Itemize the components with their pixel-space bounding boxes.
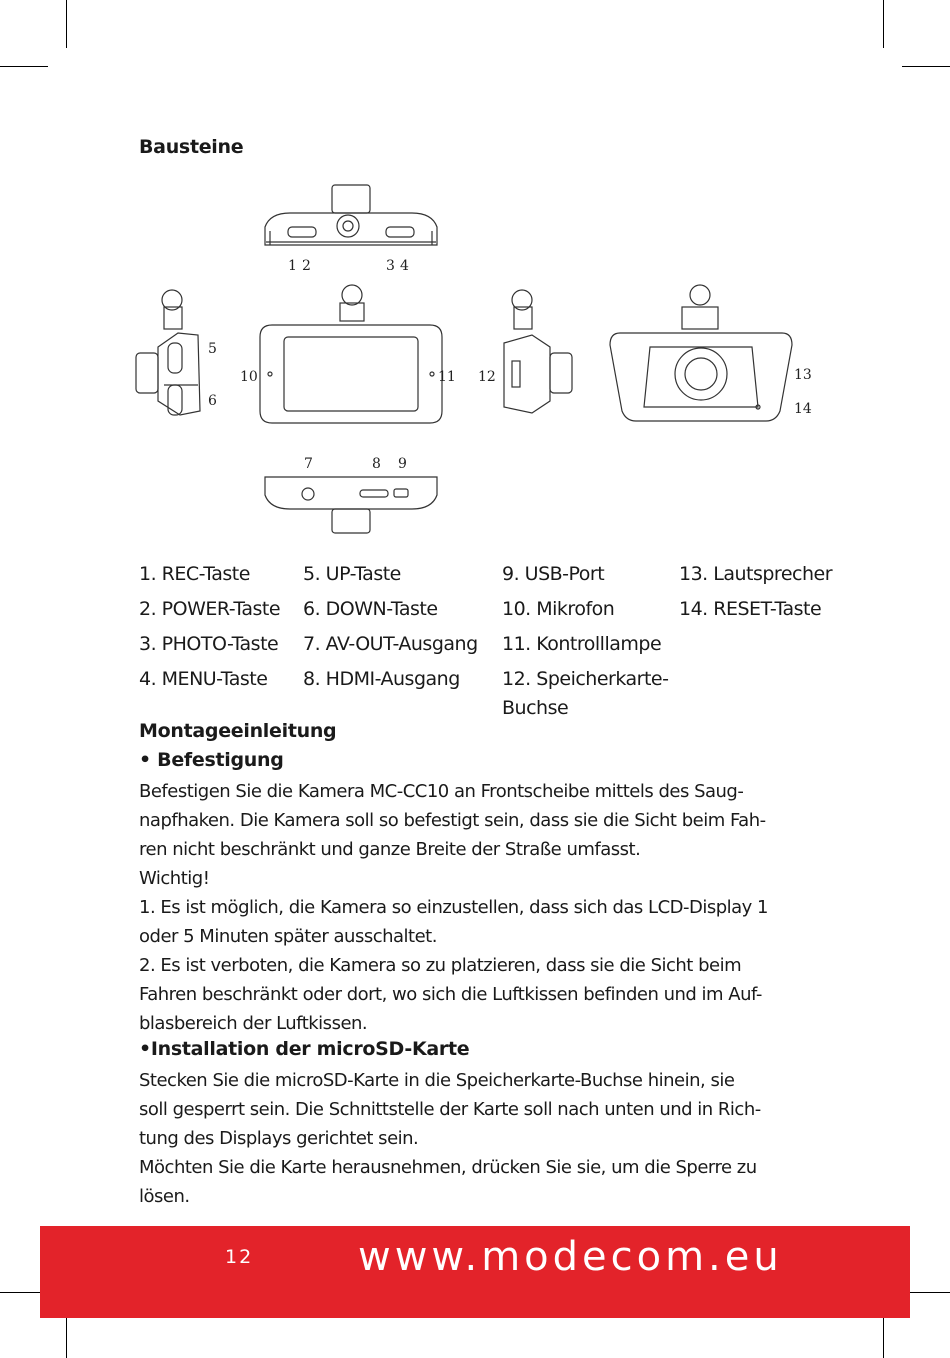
crop-mark — [883, 0, 884, 48]
camera-bottom-view — [265, 477, 437, 533]
text-line: Stecken Sie die microSD-Karte in die Speicherkarte-Buchse hinein, sie — [139, 1070, 735, 1091]
diagram-label: 6 — [208, 393, 217, 409]
camera-front-view — [260, 285, 442, 423]
diagram-label: 12 — [478, 369, 496, 385]
text-line: 2. Es ist verboten, die Kamera so zu platzieren, dass sie die Sicht beim — [139, 955, 742, 976]
text-line: Fahren beschränkt oder dort, wo sich die Luftkissen befinden und im Auf- — [139, 984, 762, 1005]
diagram-label: 14 — [794, 401, 812, 417]
part-item: 6. DOWN-Taste — [303, 598, 438, 620]
text-line: soll gesperrt sein. Die Schnittstelle der Karte soll nach unten und in Rich- — [139, 1099, 761, 1120]
camera-components-diagram — [120, 175, 840, 545]
diagram-label: 9 — [398, 456, 407, 472]
sd-install-heading: •Installation der microSD-Karte — [139, 1038, 470, 1060]
diagram-label: 2 — [302, 258, 311, 274]
part-item: 1. REC-Taste — [139, 563, 250, 585]
camera-top-view — [265, 185, 437, 245]
diagram-label: 1 — [288, 258, 297, 274]
diagram-label: 7 — [304, 456, 313, 472]
fastening-heading: • Befestigung — [139, 749, 284, 771]
page-number: 12 — [225, 1246, 254, 1268]
diagram-label: 3 — [386, 258, 395, 274]
part-item: 13. Lautsprecher — [679, 563, 833, 585]
part-item: 11. Kontrolllampe — [502, 633, 662, 655]
part-item: 5. UP-Taste — [303, 563, 401, 585]
diagram-label: 8 — [372, 456, 381, 472]
part-item: 3. PHOTO-Taste — [139, 633, 279, 655]
camera-right-view — [504, 290, 572, 413]
part-item: 4. MENU-Taste — [139, 668, 268, 690]
part-item: 12. Speicherkarte- — [502, 668, 669, 690]
part-item: 7. AV-OUT-Ausgang — [303, 633, 478, 655]
text-line: 1. Es ist möglich, die Kamera so einzustellen, dass sich das LCD-Display 1 — [139, 897, 769, 918]
text-line: oder 5 Minuten später ausschaltet. — [139, 926, 437, 947]
section-title: Bausteine — [139, 136, 244, 158]
mounting-title: Montageeinleitung — [139, 720, 337, 742]
text-line: ren nicht beschränkt und ganze Breite der Straße umfasst. — [139, 839, 641, 860]
important-label: Wichtig! — [139, 868, 210, 889]
footer-bar — [40, 1226, 910, 1318]
text-line: tung des Displays gerichtet sein. — [139, 1128, 419, 1149]
text-line: lösen. — [139, 1186, 190, 1207]
part-item: 9. USB-Port — [502, 563, 605, 585]
part-item: 8. HDMI-Ausgang — [303, 668, 460, 690]
diagram-label: 13 — [794, 367, 812, 383]
diagram-label: 10 — [240, 369, 258, 385]
website-link[interactable]: www.modecom.eu — [358, 1234, 783, 1280]
text-line: napfhaken. Die Kamera soll so befestigt sein, dass sie die Sicht beim Fah- — [139, 810, 766, 831]
camera-rear-view — [610, 285, 792, 421]
part-item: 10. Mikrofon — [502, 598, 615, 620]
parts-list — [139, 560, 839, 725]
part-item: 14. RESET-Taste — [679, 598, 822, 620]
crop-mark — [902, 66, 950, 67]
crop-mark — [66, 0, 67, 48]
camera-left-view — [136, 290, 200, 415]
text-line: blasbereich der Luftkissen. — [139, 1013, 368, 1034]
text-line: Befestigen Sie die Kamera MC-CC10 an Frontscheibe mittels des Saug- — [139, 781, 744, 802]
diagram-label: 4 — [400, 258, 409, 274]
text-line: Möchten Sie die Karte herausnehmen, drücken Sie sie, um die Sperre zu — [139, 1157, 757, 1178]
diagram-label: 11 — [438, 369, 456, 385]
part-item: Buchse — [502, 697, 569, 719]
part-item: 2. POWER-Taste — [139, 598, 281, 620]
diagram-label: 5 — [208, 341, 217, 357]
crop-mark — [0, 66, 48, 67]
